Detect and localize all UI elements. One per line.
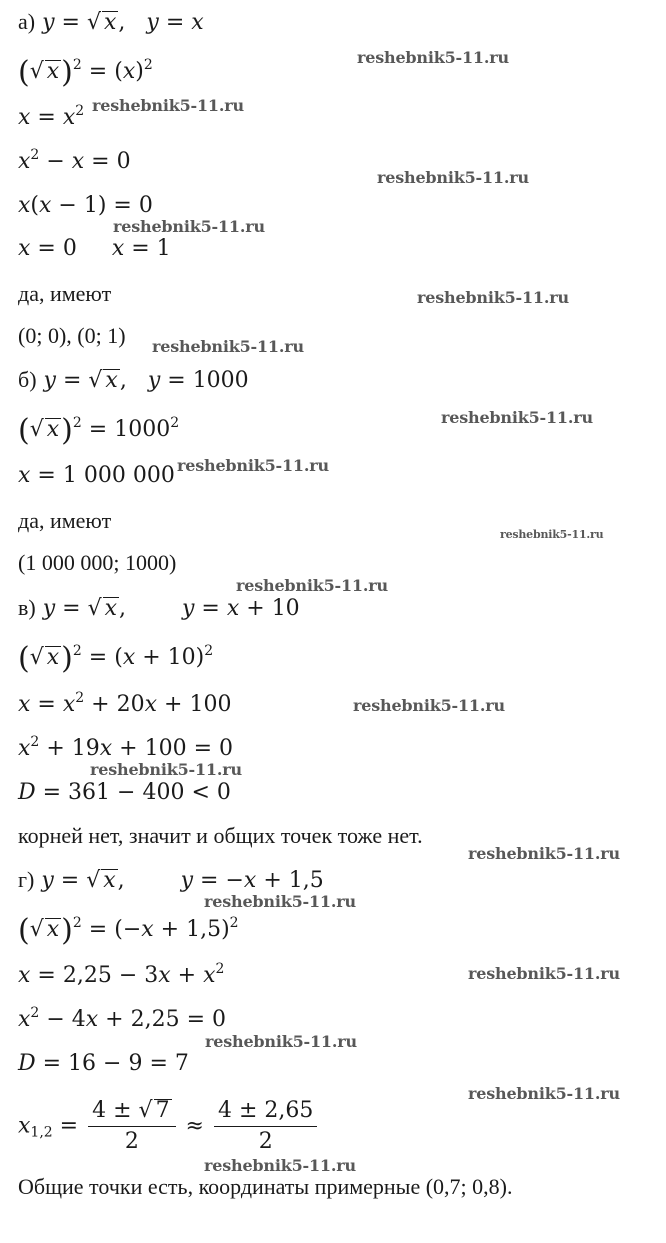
watermark: reshebnik5-11.ru	[417, 288, 569, 307]
watermark: reshebnik5-11.ru	[377, 168, 529, 187]
value-1000: 1000	[192, 368, 249, 393]
watermark: reshebnik5-11.ru	[500, 528, 604, 541]
line-a-3: $x = x^2$	[18, 103, 85, 130]
line-a-4: $x^2 - x = 0$	[18, 147, 131, 174]
line-g-6: $x_{1,2}$ = $\frac{4 \pm √ 7}{2}$ ≈ $\frac{4 \pm 2,65}{2}$	[18, 1096, 320, 1157]
watermark: reshebnik5-11.ru	[236, 576, 388, 595]
watermark: reshebnik5-11.ru	[468, 964, 620, 983]
watermark: reshebnik5-11.ru	[204, 1156, 356, 1175]
watermark: reshebnik5-11.ru	[204, 892, 356, 911]
fraction-exact: $\frac{4 \pm √ 7}{2}$	[88, 1096, 175, 1157]
line-b-2: (√ $x)^2 = 1000^2$	[18, 413, 180, 448]
value-1-5: 1,5	[288, 868, 324, 893]
line-a-6: x = 0 x = 1	[18, 236, 171, 261]
line-g-5: D = 16 − 9 = 7	[18, 1051, 189, 1076]
answer-b-yes: да, имеют	[18, 508, 112, 533]
line-g-header: г) y = √ x, y = −x + 1,5	[18, 867, 324, 893]
watermark: reshebnik5-11.ru	[353, 696, 505, 715]
value-10: 10	[271, 596, 300, 621]
value-1000-sq: 1000	[114, 417, 171, 442]
answer-b-point: (1 000 000; 1000)	[18, 550, 177, 575]
answer-a-points: (0; 0), (0; 1)	[18, 323, 126, 348]
line-v-header: в) y = √ x, y = x + 10	[18, 595, 300, 621]
watermark: reshebnik5-11.ru	[468, 844, 620, 863]
line-a-header: а) y = √ x, y = x	[18, 9, 204, 35]
line-g-4: $x^2 - 4x + 2,25 = 0$	[18, 1005, 227, 1032]
label-b: б)	[18, 367, 37, 392]
label-v: в)	[18, 595, 36, 620]
watermark: reshebnik5-11.ru	[92, 96, 244, 115]
watermark: reshebnik5-11.ru	[441, 408, 593, 427]
watermark: reshebnik5-11.ru	[152, 337, 304, 356]
answer-v: корней нет, значит и общих точек тоже нет.	[18, 823, 423, 848]
line-a-5: x(x − 1) = 0	[18, 193, 153, 218]
watermark: reshebnik5-11.ru	[357, 48, 509, 67]
line-g-3: $x = 2,25 - 3x + x^2$	[18, 961, 225, 988]
label-g: г)	[18, 867, 35, 892]
line-b-3: x = 1 000 000	[18, 463, 175, 488]
value-million: 1 000 000	[62, 463, 175, 488]
watermark: reshebnik5-11.ru	[177, 456, 329, 475]
line-v-3: $x = x^2 + 20x + 100$	[18, 690, 232, 717]
watermark: reshebnik5-11.ru	[90, 760, 242, 779]
line-b-header: б) y = √ x, y = 1000	[18, 367, 249, 393]
watermark: reshebnik5-11.ru	[468, 1084, 620, 1103]
label-a: а)	[18, 9, 36, 34]
answer-a-yes: да, имеют	[18, 281, 112, 306]
line-v-2: (√ $x)^2 = (x + 10)^2$	[18, 641, 214, 676]
fraction-approx: $\frac{4 \pm 2,65}{2}$	[214, 1096, 317, 1157]
line-g-2: (√ $x)^2 = (-x + 1,5)^2$	[18, 913, 239, 948]
answer-g: Общие точки есть, координаты примерные (0,7; 0,8).	[18, 1174, 513, 1199]
watermark: reshebnik5-11.ru	[205, 1032, 357, 1051]
line-a-2: (√ $x)^2 = (x)^2$	[18, 55, 153, 90]
line-v-4: $x^2 + 19x + 100 = 0$	[18, 734, 234, 761]
line-v-5: D = 361 − 400 < 0	[18, 780, 231, 805]
watermark: reshebnik5-11.ru	[113, 217, 265, 236]
